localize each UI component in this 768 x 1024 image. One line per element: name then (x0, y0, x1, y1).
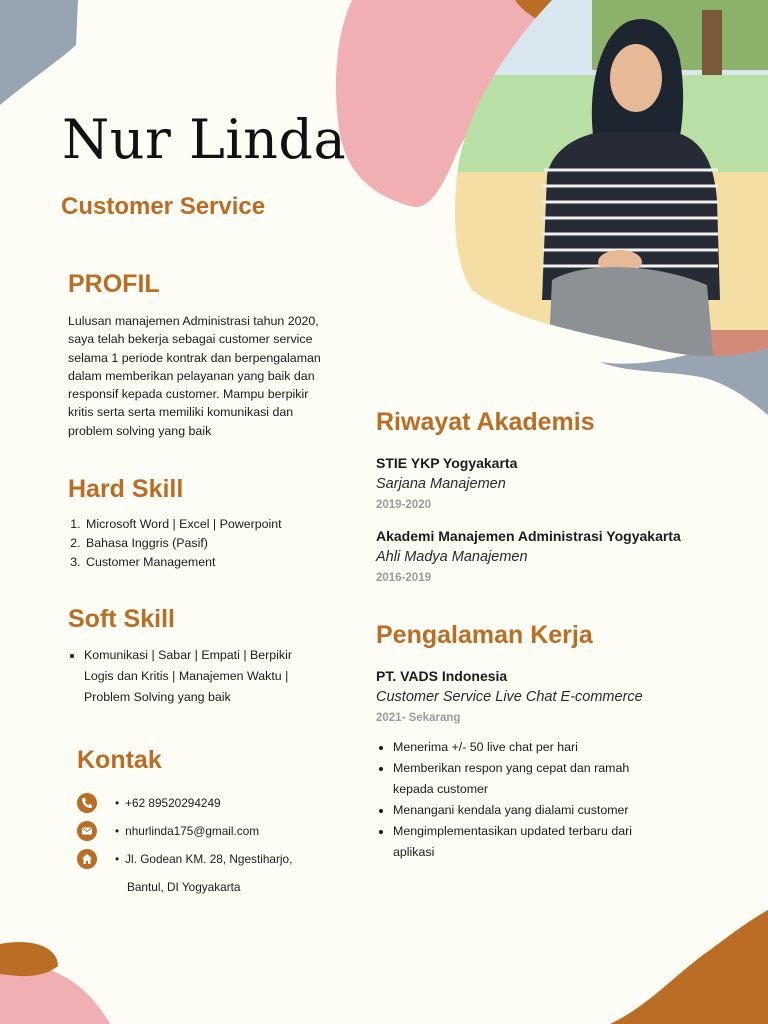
education-degree: Sarjana Manajemen (376, 476, 506, 492)
education-years: 2016-2019 (376, 572, 431, 584)
duty-item: • Memberikan respon yang cepat dan ramah kepada customer (393, 758, 633, 800)
profile-heading: PROFIL (68, 270, 160, 298)
soft-skill-heading: Soft Skill (68, 605, 175, 633)
experience-heading: Pengalaman Kerja (376, 621, 593, 649)
experience-period: 2021- Sekarang (376, 712, 461, 724)
decor-blob-bottom-right (610, 910, 768, 1024)
contact-address-line1: Jl. Godean KM. 28, Ngestiharjo, (125, 852, 293, 866)
hard-skill-heading: Hard Skill (68, 475, 184, 503)
contact-heading: Kontak (77, 746, 162, 774)
mail-icon (77, 821, 97, 841)
phone-icon (77, 793, 97, 813)
contact-address-line2: Bantul, DI Yogyakarta (127, 880, 241, 894)
duty-item: • Menangani kendala yang dialami customer (393, 800, 633, 821)
education-entry (376, 528, 681, 584)
bullet: • (115, 852, 120, 866)
contact-phone[interactable]: +62 89520294249 (125, 796, 221, 810)
profile-text: Lulusan manajemen Administrasi tahun 2020, saya telah bekerja sebagai customer service selama 1 periode kontrak dan berpengalaman dalam memberikan pelayanan yang baik dan responsif kepada customer. Mampu berpikir kritis serta serta memiliki komunikasi dan problem solving yang baik (68, 314, 321, 438)
soft-skill-item: • Komunikasi | Sabar | Empati | Berpikir Logis dan Kritis | Manajemen Waktu | Problem Solving yang baik (84, 645, 324, 708)
hard-skill-item: 2. Bahasa Inggris (Pasif) (84, 534, 344, 553)
contact-email[interactable]: nhurlinda175@gmail.com (125, 824, 260, 838)
candidate-name: Nur Linda (62, 108, 347, 171)
decor-blob-top-left (0, 0, 90, 110)
home-icon (77, 849, 97, 869)
contact-email-row (77, 821, 259, 841)
bullet: • (115, 824, 120, 838)
education-heading: Riwayat Akademis (376, 408, 595, 436)
duty-item: • Mengimplementasikan updated terbaru dari aplikasi (393, 821, 633, 863)
decor-blob-bottom-left (0, 936, 120, 1024)
soft-skill-list (72, 645, 324, 708)
contact-address-row (77, 849, 293, 894)
education-entry (376, 455, 517, 511)
education-years: 2019-2020 (376, 499, 431, 511)
education-school: Akademi Manajemen Administrasi Yogyakarta (376, 528, 681, 544)
duty-item: • Menerima +/- 50 live chat per hari (393, 737, 633, 758)
contact-phone-row (77, 793, 221, 813)
job-title: Customer Service (61, 193, 266, 220)
hard-skill-item: 3. Customer Management (84, 553, 344, 572)
experience-duties (380, 737, 633, 863)
experience-entry (376, 668, 643, 724)
education-school: STIE YKP Yogyakarta (376, 455, 518, 471)
hard-skill-item: 1. Microsoft Word | Excel | Powerpoint (84, 515, 344, 534)
experience-company: PT. VADS Indonesia (376, 668, 508, 684)
bullet: • (115, 796, 120, 810)
hard-skill-list (72, 515, 344, 572)
education-degree: Ahli Madya Manajemen (376, 549, 528, 565)
profile-photo (452, 0, 768, 370)
experience-position: Customer Service Live Chat E-commerce (376, 689, 643, 705)
